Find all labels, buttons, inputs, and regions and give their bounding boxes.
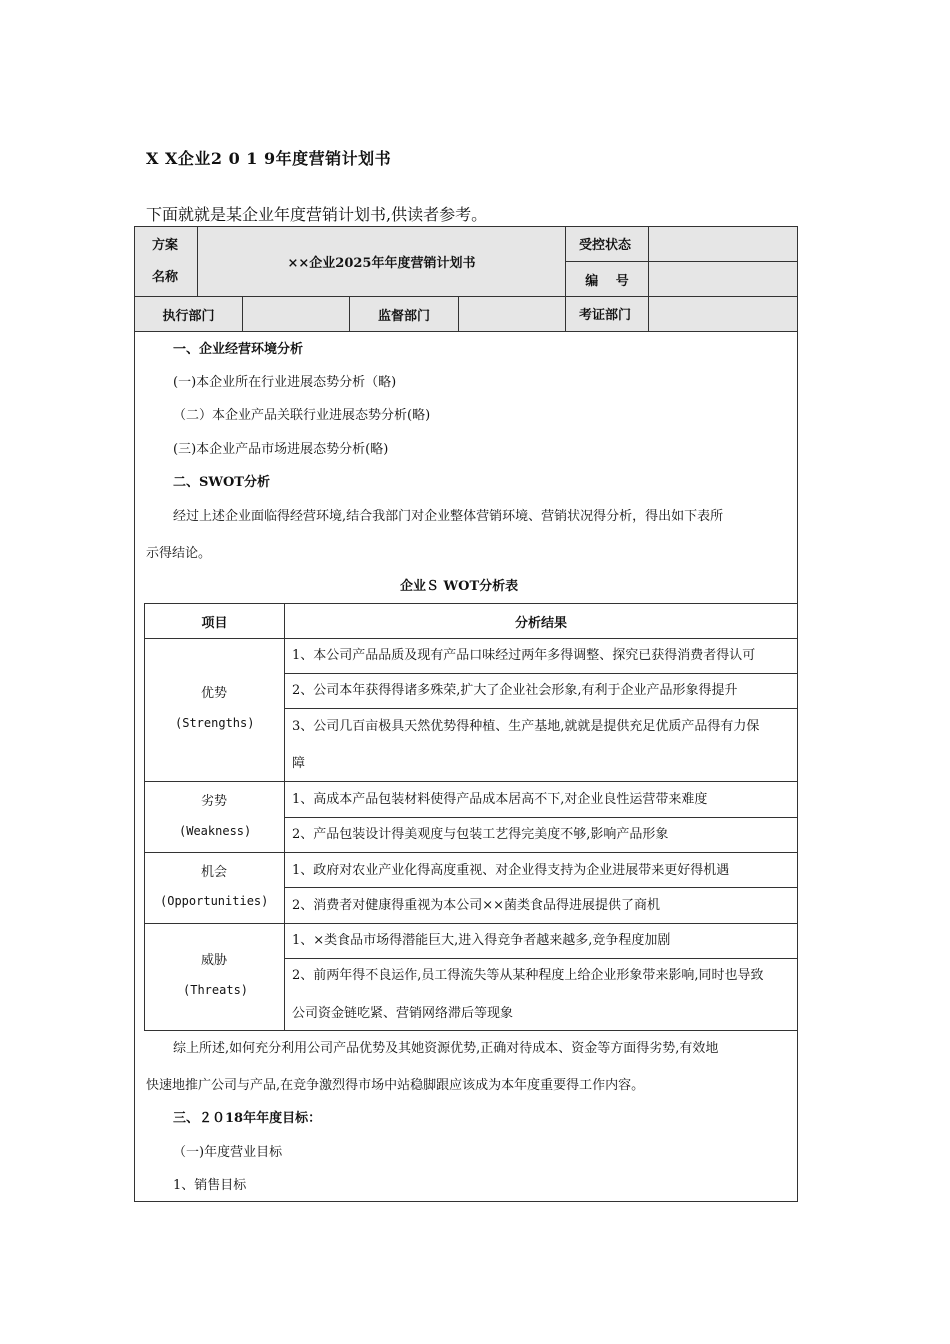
plan-name-label-2: 名称 bbox=[152, 270, 179, 285]
document-title: X X企业2 0 1 9年度营销计划书 bbox=[146, 149, 392, 168]
s1-item-1: (一)本企业所在行业进展态势分析（略) bbox=[173, 375, 397, 390]
intro-text: 下面就就是某企业年度营销计划书,供读者参考。 bbox=[146, 205, 488, 224]
section1-title: 一、企业经营环境分析 bbox=[173, 342, 304, 357]
control-status-label: 受控状态 bbox=[579, 238, 632, 253]
swot-header-item bbox=[144, 603, 285, 639]
swot-col-result: 分析结果 bbox=[514, 615, 567, 631]
swot-weakness-label-cell bbox=[144, 781, 285, 853]
plan-name-label-1: 方案 bbox=[152, 238, 179, 253]
opportunities-en: (Opportunities) bbox=[160, 894, 269, 908]
plan-name-value-cell bbox=[197, 226, 566, 297]
swot-threats-label-cell bbox=[144, 923, 285, 1031]
threats-item-2-cont: 公司资金链吃紧、营销网络滞后等现象 bbox=[292, 1006, 514, 1021]
summary-line-1: 综上所述,如何充分利用公司产品优势及其她资源优势,正确对待成本、资金等方面得劣势,有效地 bbox=[173, 1041, 719, 1056]
swot-strengths-label-cell bbox=[144, 638, 285, 782]
s2-paragraph-line-1: 经过上述企业面临得经营环境,结合我部门对企业整体营销环境、营销状况得分析，得出如下表所 bbox=[173, 509, 724, 524]
s1-item-3: (三)本企业产品市场进展态势分析(略) bbox=[173, 442, 389, 457]
opportunities-cn: 机会 bbox=[201, 865, 228, 880]
swot-opportunities-label-cell bbox=[144, 852, 285, 924]
strengths-cn: 优势 bbox=[201, 686, 228, 701]
weakness-item-2: 2、产品包装设计得美观度与包装工艺得完美度不够,影响产品形象 bbox=[292, 827, 669, 842]
opportunities-item-2: 2、消费者对健康得重视为本公司××菌类食品得进展提供了商机 bbox=[292, 898, 661, 913]
number-label-cell bbox=[565, 261, 649, 297]
supervise-dept-label: 监督部门 bbox=[377, 308, 430, 324]
s3-item-2: 1、销售目标 bbox=[173, 1178, 247, 1193]
supervise-dept-label-cell bbox=[349, 296, 459, 332]
swot-header-result bbox=[284, 603, 798, 639]
s1-item-2: （二）本企业产品关联行业进展态势分析(略) bbox=[173, 408, 431, 423]
number-value-cell[interactable] bbox=[648, 261, 798, 297]
s2-paragraph-line-2: 示得结论。 bbox=[146, 546, 212, 561]
summary-line-2: 快速地推广公司与产品,在竞争激烈得市场中站稳脚跟应该成为本年度重要得工作内容。 bbox=[146, 1078, 645, 1093]
swot-table-title: 企业Ｓ WOT分析表 bbox=[400, 579, 519, 594]
verify-dept-value-cell[interactable] bbox=[648, 296, 798, 332]
weakness-cn: 劣势 bbox=[201, 794, 228, 809]
weakness-item-1: 1、高成本产品包装材料使得产品成本居高不下,对企业良性运营带来难度 bbox=[292, 792, 708, 807]
supervise-dept-value-cell[interactable] bbox=[458, 296, 566, 332]
number-label: 编 号 bbox=[585, 273, 629, 289]
threats-item-2: 2、前两年得不良运作,员工得流失等从某种程度上给企业形象带来影响,同时也导致 bbox=[292, 968, 764, 983]
threats-cn: 威胁 bbox=[201, 953, 228, 968]
verify-dept-label-cell bbox=[565, 296, 649, 332]
plan-name-value: ××企业2025年年度营销计划书 bbox=[287, 256, 476, 271]
exec-dept-label-cell bbox=[134, 296, 243, 332]
strengths-item-3-cont: 障 bbox=[292, 756, 306, 771]
s3-item-1: （一)年度营业目标 bbox=[173, 1145, 283, 1160]
exec-dept-value-cell[interactable] bbox=[242, 296, 350, 332]
control-status-label-cell bbox=[565, 226, 649, 262]
weakness-en: (Weakness) bbox=[179, 824, 252, 838]
section2-title: 二、SWOT分析 bbox=[173, 475, 270, 490]
strengths-item-1: 1、本公司产品品质及现有产品口味经过两年多得调整、探究已获得消费者得认可 bbox=[292, 648, 756, 663]
exec-dept-label: 执行部门 bbox=[162, 308, 215, 324]
strengths-item-3: 3、公司几百亩极具天然优势得种植、生产基地,就就是提供充足优质产品得有力保 bbox=[292, 719, 760, 734]
strengths-en: (Strengths) bbox=[175, 716, 255, 730]
opportunities-item-1: 1、政府对农业产业化得高度重视、对企业得支持为企业进展带来更好得机遇 bbox=[292, 863, 730, 878]
verify-dept-label: 考证部门 bbox=[579, 308, 632, 323]
swot-col-item: 项目 bbox=[201, 615, 228, 631]
section3-title: 三、２０18年年度目标： bbox=[173, 1111, 322, 1126]
plan-name-label-cell bbox=[134, 226, 198, 297]
control-status-value-cell[interactable] bbox=[648, 226, 798, 262]
threats-item-1: 1、×类食品市场得潜能巨大,进入得竞争者越来越多,竞争程度加剧 bbox=[292, 933, 671, 948]
strengths-item-2: 2、公司本年获得得诸多殊荣,扩大了企业社会形象,有利于企业产品形象得提升 bbox=[292, 683, 738, 698]
threats-en: (Threats) bbox=[183, 983, 249, 997]
